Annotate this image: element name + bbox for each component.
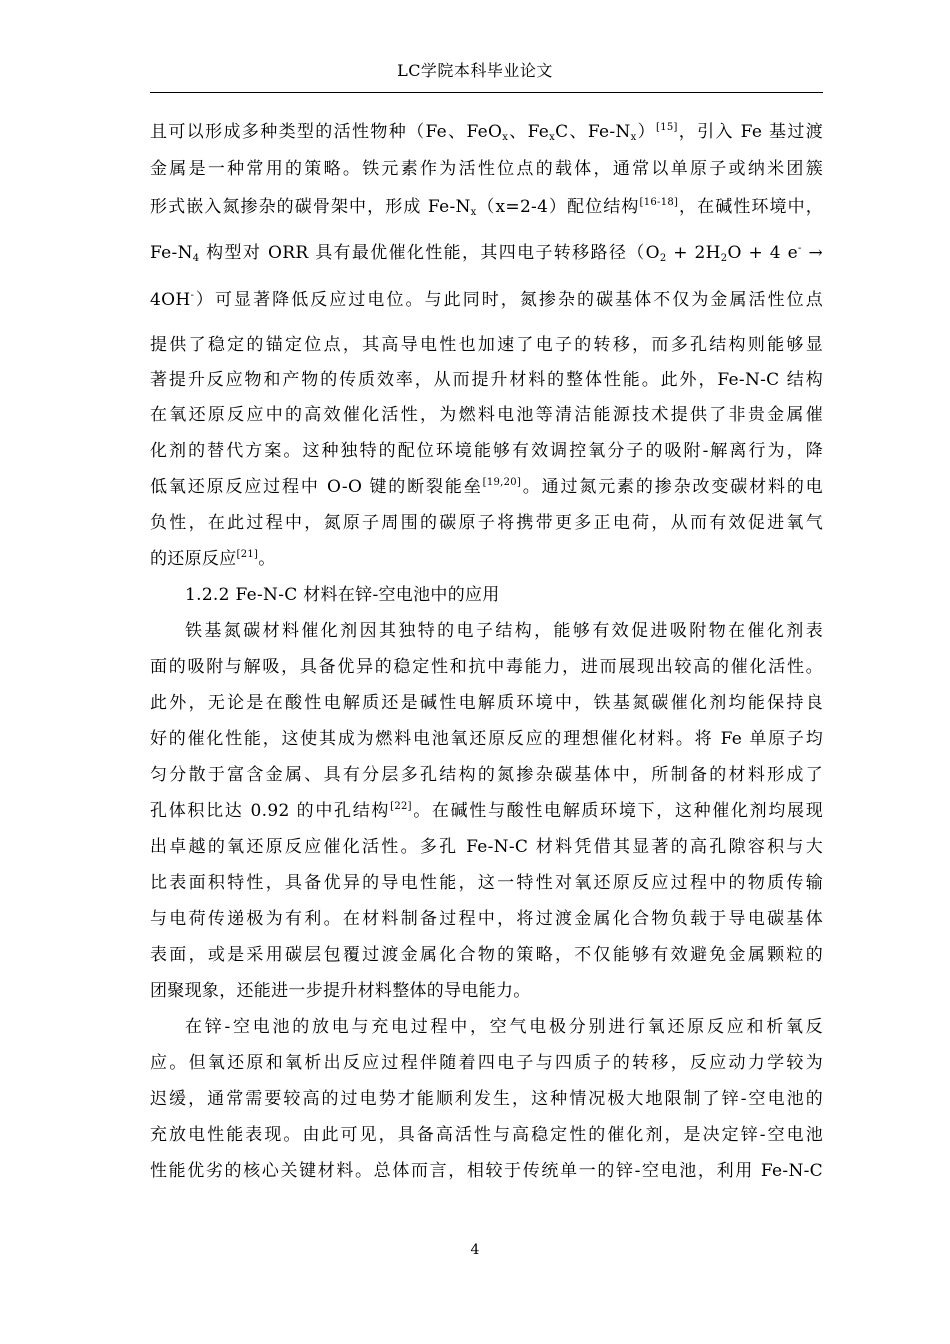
text: 孔体积比达 0.92 的中孔结构 [150, 801, 391, 821]
text: ，在碱性环境中， [678, 197, 823, 217]
text: 低氧还原反应过程中 O-O 键的断裂能垒 [150, 477, 483, 497]
text: ）可显著降低反应过电位。与此同时，氮掺杂的碳基体不仅为金属活性位点 [194, 290, 823, 310]
text: O + 4 e [727, 243, 799, 263]
body-line [150, 800, 823, 822]
body-line: 化剂的替代方案。这种独特的配位环境能够有效调控氧分子的吸附-解离行为，降 [150, 441, 823, 461]
text: 。通过氮元素的掺杂改变碳材料的电 [521, 477, 823, 497]
text: + 2H [666, 243, 721, 263]
subscript: x [630, 132, 637, 143]
citation: [16-18] [639, 197, 679, 208]
text: 。 [258, 549, 276, 569]
body-line [150, 121, 823, 143]
subscript: 2 [659, 253, 667, 264]
body-line: 与电荷传递极为有利。在材料制备过程中，将过渡金属化合物负载于导电碳基体 [150, 909, 823, 929]
body-line: 著提升反应物和产物的传质效率，从而提升材料的整体性能。此外，Fe-N-C 结构 [150, 370, 823, 390]
superscript: - [798, 243, 802, 254]
text: 4OH [150, 290, 191, 310]
body-line: 性能优劣的核心关键材料。总体而言，相较于传统单一的锌-空电池，利用 Fe-N-C [150, 1161, 823, 1181]
running-header: LC学院本科毕业论文 [397, 61, 553, 80]
text: 构型对 ORR 具有最优催化性能，其四电子转移路径（O [199, 243, 660, 263]
text: 。在碱性与酸性电解质环境下，这种催化剂均展现 [411, 801, 823, 821]
body-line [150, 242, 823, 264]
text: 、Fe [508, 122, 550, 142]
body-line: 团聚现象，还能进一步提升材料整体的导电能力。 [150, 981, 531, 1001]
citation: [21] [236, 549, 259, 560]
body-line: 迟缓，通常需要较高的过电势才能顺利发生，这种情况极大地限制了锌-空电池的 [150, 1089, 823, 1109]
body-line: 出卓越的氧还原反应催化活性。多孔 Fe-N-C 材料凭借其显著的高孔隙容积与大 [150, 837, 823, 857]
citation: [19,20] [482, 477, 522, 488]
body-line [150, 289, 823, 311]
text: 且可以形成多种类型的活性物种（Fe、FeO [150, 122, 503, 142]
body-line: 在氧还原反应中的高效催化活性，为燃料电池等清洁能源技术提供了非贵金属催 [150, 405, 823, 425]
text: Fe-N [150, 243, 193, 263]
subscript: x [502, 132, 509, 143]
body-line [150, 196, 823, 218]
body-line: 提供了稳定的锚定位点，其高导电性也加速了电子的转移，而多孔结构则能够显 [150, 335, 823, 355]
section-heading: 1.2.2 Fe-N-C 材料在锌-空电池中的应用 [185, 585, 500, 605]
text: 形式嵌入氮掺杂的碳骨架中，形成 Fe-N [150, 197, 471, 217]
body-line: 在锌-空电池的放电与充电过程中，空气电极分别进行氧还原反应和析氧反 [185, 1017, 823, 1037]
body-line: 负性，在此过程中，氮原子周围的碳原子将携带更多正电荷，从而有效促进氧气 [150, 513, 823, 533]
subscript: 2 [720, 253, 728, 264]
body-line: 金属是一种常用的策略。铁元素作为活性位点的载体，通常以单原子或纳米团簇 [150, 159, 823, 179]
text: → [801, 243, 824, 263]
body-line: 匀分散于富含金属、具有分层多孔结构的氮掺杂碳基体中，所制备的材料形成了 [150, 765, 823, 785]
body-line: 面的吸附与解吸，具备优异的稳定性和抗中毒能力，进而展现出较高的催化活性。 [150, 657, 823, 677]
body-line: 表面，或是采用碳层包覆过渡金属化合物的策略，不仅能够有效避免金属颗粒的 [150, 945, 823, 965]
text: ） [636, 122, 656, 142]
body-line [150, 476, 823, 498]
body-line: 铁基氮碳材料催化剂因其独特的电子结构，能够有效促进吸附物在催化剂表 [185, 621, 823, 641]
text: （x=2-4）配位结构 [476, 197, 640, 217]
header-rule [150, 92, 823, 93]
text: 的还原反应 [150, 549, 237, 569]
body-line: 比表面积特性，具备优异的导电性能，这一特性对氧还原反应过程中的物质传输 [150, 873, 823, 893]
subscript: x [470, 207, 477, 218]
body-line: 充放电性能表现。由此可见，具备高活性与高稳定性的催化剂，是决定锌-空电池 [150, 1125, 823, 1145]
body-line: 应。但氧还原和氧析出反应过程伴随着四电子与四质子的转移，反应动力学较为 [150, 1053, 823, 1073]
text: ，引入 Fe 基过渡 [677, 122, 824, 142]
body-line: 好的催化性能，这使其成为燃料电池氧还原反应的理想催化材料。将 Fe 单原子均 [150, 729, 823, 749]
body-line: 此外，无论是在酸性电解质还是碱性电解质环境中，铁基氮碳催化剂均能保持良 [150, 693, 823, 713]
subscript: x [549, 132, 556, 143]
citation: [15] [656, 122, 678, 133]
body-line [150, 548, 823, 570]
citation: [22] [390, 801, 412, 812]
superscript: - [190, 290, 195, 301]
text: C、Fe-N [555, 122, 631, 142]
subscript: 4 [192, 253, 200, 264]
page-number: 4 [470, 1242, 480, 1258]
